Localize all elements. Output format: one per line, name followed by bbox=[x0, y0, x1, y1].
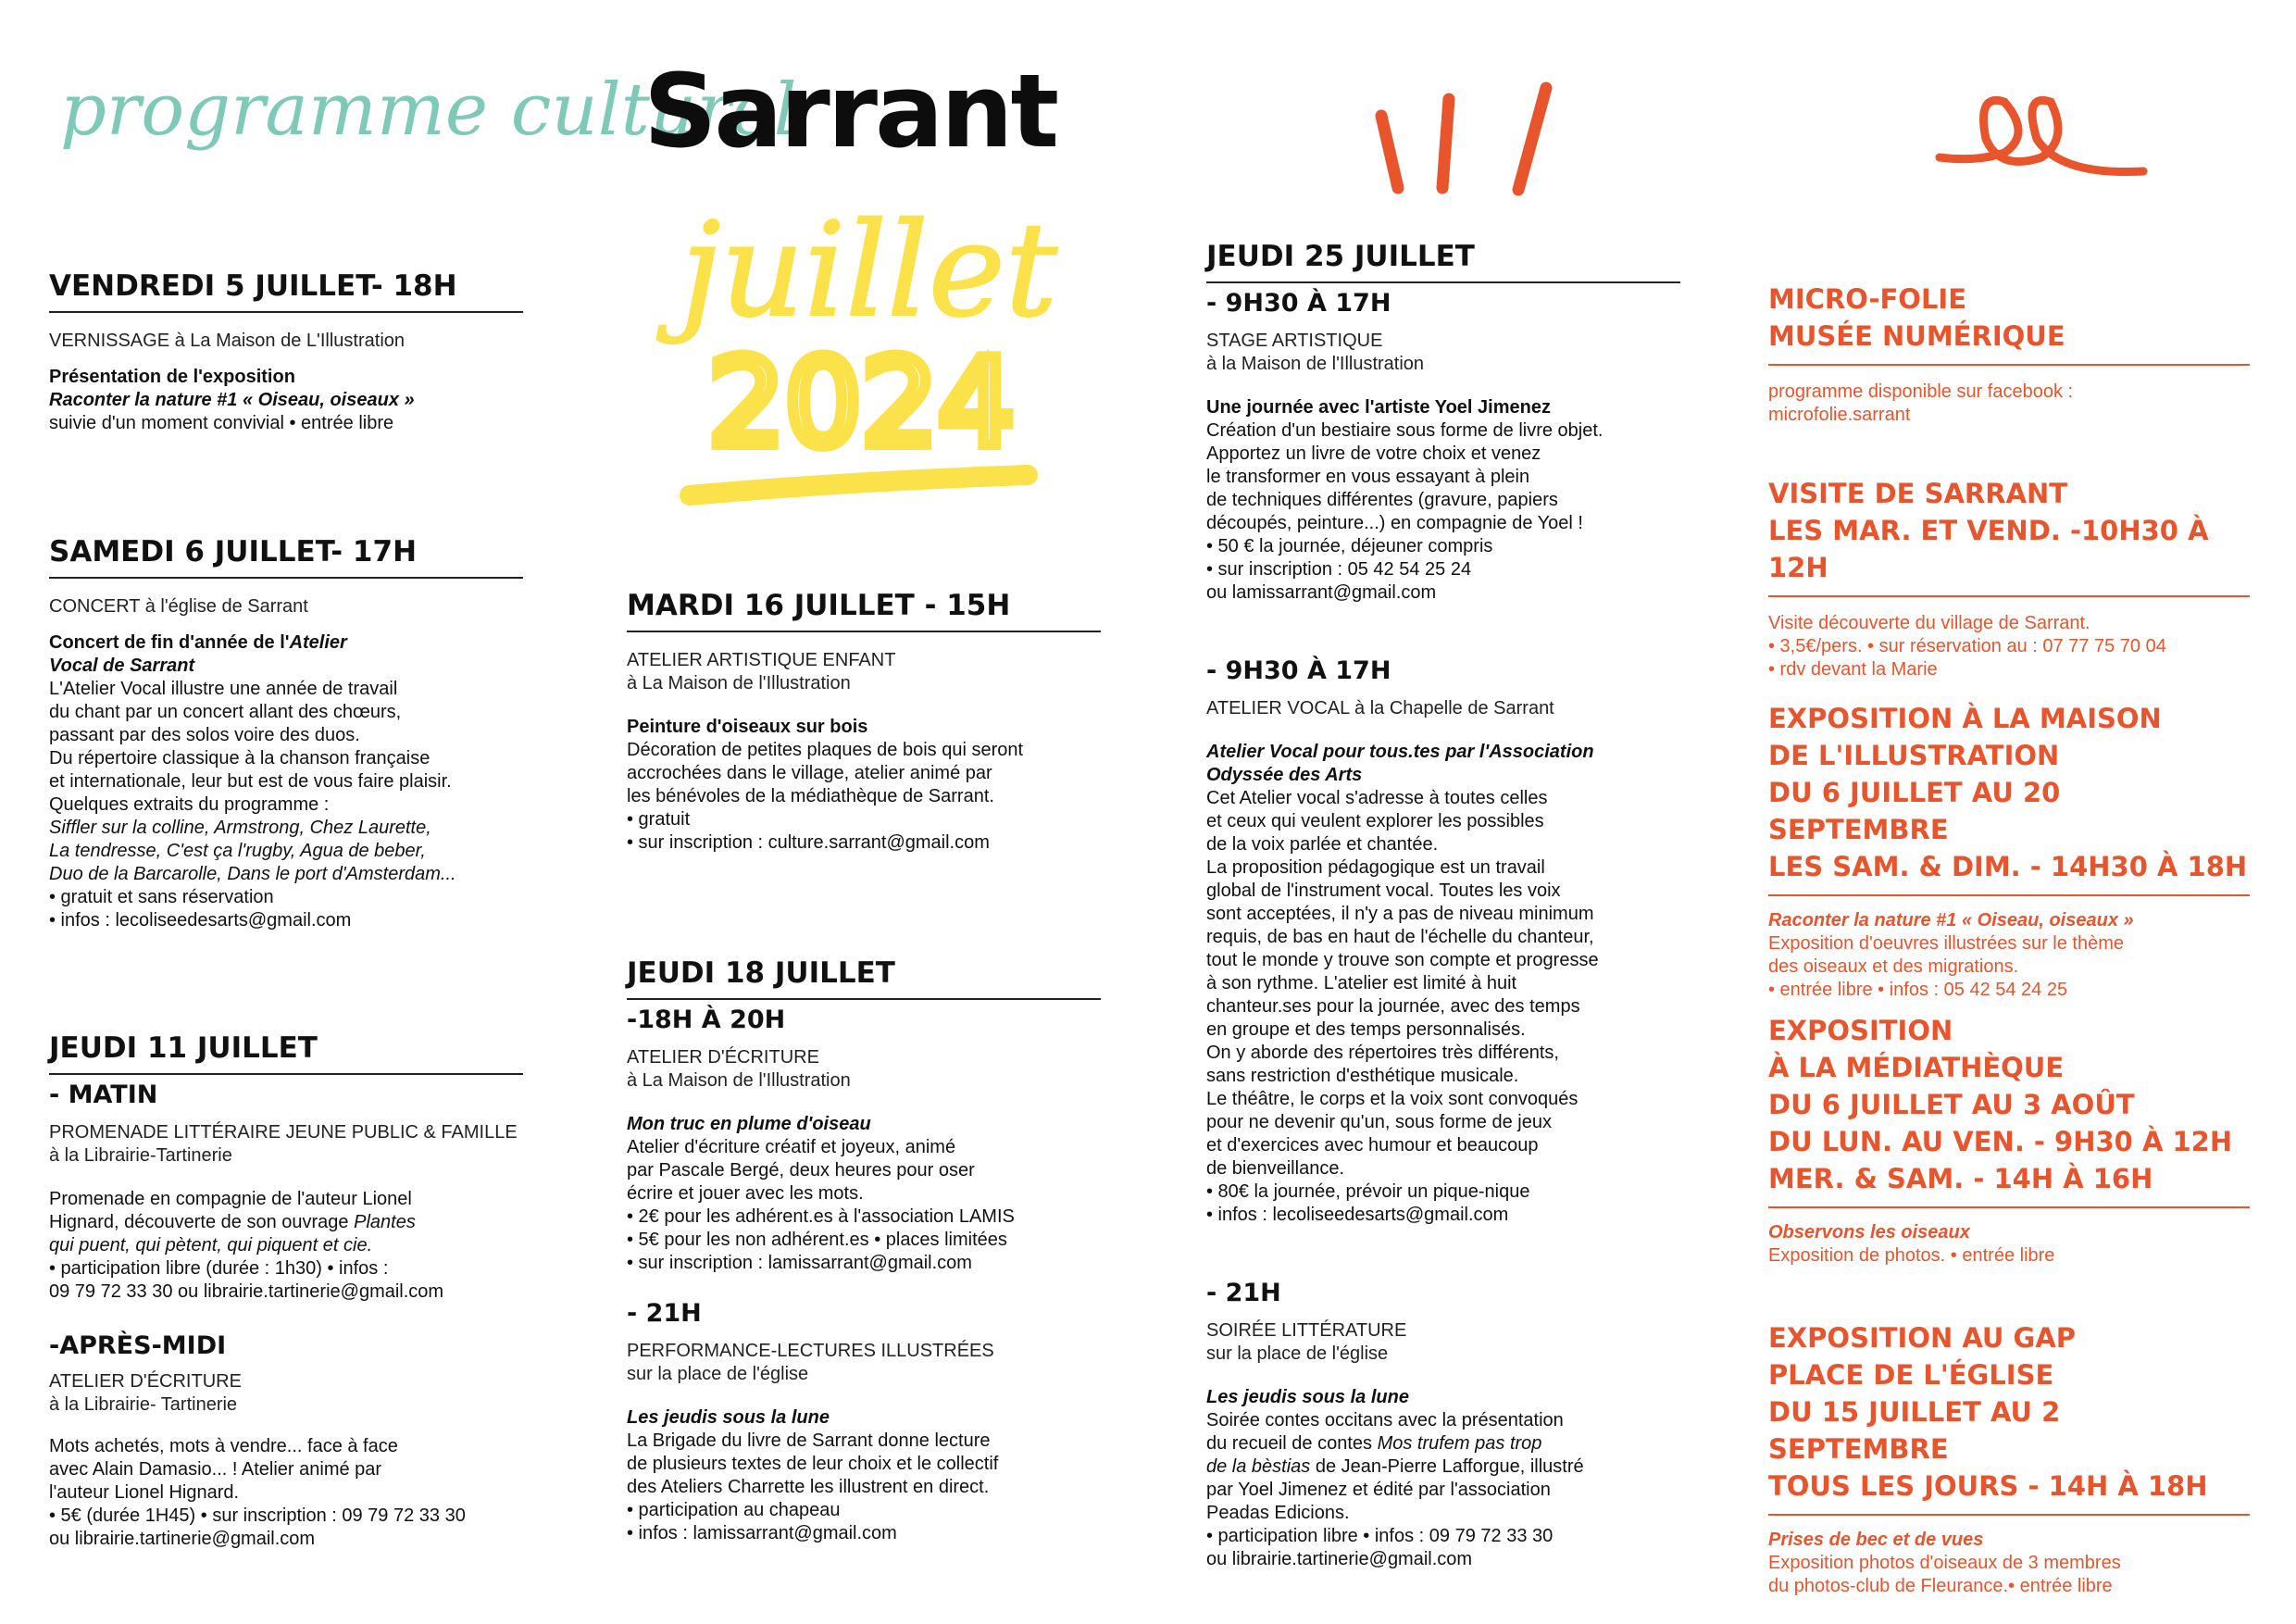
sparkle-strokes-icon bbox=[1361, 79, 1574, 199]
info-subtitle: Prises de bec et de vues bbox=[1768, 1530, 1984, 1550]
event-heading: JEUDI 18 JUILLET bbox=[627, 956, 1101, 1000]
info-heading: EXPOSITION À LA MÉDIATHÈQUE DU 6 JUILLET AU 3 AOÛT DU LUN. AU VEN. - 9H30 À 12H MER. & SAM. - 14H À 16H bbox=[1768, 1012, 2250, 1208]
event-title-italic: Raconter la nature #1 « Oiseau, oiseaux » bbox=[49, 390, 415, 410]
event-heading: VENDREDI 5 JUILLET- 18H bbox=[49, 269, 523, 313]
event-heading: SAMEDI 6 JUILLET- 17H bbox=[49, 534, 523, 579]
info-expo-maison-illustration bbox=[1768, 700, 2250, 1002]
event-time: -APRÈS-MIDI bbox=[49, 1331, 227, 1360]
info-text: Exposition de photos. • entrée libre bbox=[1768, 1245, 2055, 1266]
event-heading: JEUDI 11 JUILLET bbox=[49, 1031, 523, 1075]
event-info: • gratuit et sans réservation • infos : lecoliseedesarts@gmail.com bbox=[49, 887, 352, 931]
event-category: ATELIER D'ÉCRITURE bbox=[627, 1047, 819, 1068]
event-text: Cet Atelier vocal s'adresse à toutes celles et ceux qui veulent explorer les possibles de la voix parlée et chantée. La proposition pédagogique est un travail global de l'instrument vocal. Toutes les voix sont acceptées, il n'y a pas de niveau minimum requis, de bas en haut de l'échelle du chanteur, tout le monde y trouve son compte et progresse à son rythme. L'atelier est limité à huit chanteur.ses pour la journée, avec des temps en groupe et des temps personnalisés. On y aborde des répertoires très différents, sans restriction d'esthétique musicale. Le théâtre, le corps et la voix sont convoqués pour ne devenir qu'un, sous forme de jeux et d'exercices avec humour et beaucoup de bienveillance. • 80€ la journée, prévoir un pique-nique • infos : lecoliseedesarts@gmail.com bbox=[1206, 788, 1599, 1225]
event-jeudi-11 bbox=[49, 1031, 523, 1551]
info-subtitle: Observons les oiseaux bbox=[1768, 1222, 1970, 1243]
info-subtitle: Raconter la nature #1 « Oiseau, oiseaux » bbox=[1768, 910, 2134, 931]
event-subtitle: Peinture d'oiseaux sur bois bbox=[627, 717, 868, 737]
event-time: - MATIN bbox=[49, 1081, 158, 1109]
info-text: programme disponible sur facebook : microfolie.sarrant bbox=[1768, 381, 2074, 425]
event-category: ATELIER ARTISTIQUE ENFANT bbox=[627, 650, 896, 670]
svg-text:programme culturel: programme culturel bbox=[60, 69, 797, 152]
info-heading: VISITE DE SARRANT LES MAR. ET VEND. -10H30 À 12H bbox=[1768, 475, 2250, 597]
event-text: Soirée contes occitans avec la présentation du recueil de contes Mos trufem pas trop de la bèstias de Jean-Pierre Lafforgue, illustré par Yoel Jimenez et édité par l'association Peadas Edicions. • participation libre • infos : 09 79 72 33 30 ou librairie.tartinerie@gmail.com bbox=[1206, 1410, 1584, 1569]
info-text: Exposition d'oeuvres illustrées sur le thème des oiseaux et des migrations. • entrée libre • infos : 05 42 54 24 25 bbox=[1768, 933, 2125, 1000]
event-subtitle: Présentation de l'exposition bbox=[49, 367, 295, 387]
juillet-2024-lettering bbox=[662, 195, 1058, 523]
event-program-extracts: Siffler sur la colline, Armstrong, Chez Laurette, La tendresse, C'est ça l'rugby, Agua de beber, Duo de la Barcarolle, Dans le port d'Amsterdam... bbox=[49, 818, 456, 884]
event-heading: MARDI 16 JUILLET - 15H bbox=[627, 588, 1101, 632]
event-category: CONCERT à l'église de Sarrant bbox=[49, 596, 308, 617]
info-heading: EXPOSITION À LA MAISON DE L'ILLUSTRATION DU 6 JUILLET AU 20 SEPTEMBRE LES SAM. & DIM. - 14H30 À 18H bbox=[1768, 700, 2250, 896]
event-place: à La Maison de l'Illustration bbox=[627, 673, 851, 693]
event-subtitle: Une journée avec l'artiste Yoel Jimenez bbox=[1206, 397, 1551, 418]
info-visite bbox=[1768, 475, 2250, 681]
bird-loops-icon bbox=[1930, 83, 2152, 185]
info-text: Visite découverte du village de Sarrant. • 3,5€/pers. • sur réservation au : 07 77 75 70 04 • rdv devant la Marie bbox=[1768, 613, 2166, 680]
event-place: à la Librairie-Tartinerie bbox=[49, 1145, 232, 1166]
event-text: La Brigade du livre de Sarrant donne lecture de plusieurs textes de leur choix et le collectif des Ateliers Charrette les illustrent en direct. • participation au chapeau • infos : lamissarrant@gmail.com bbox=[627, 1430, 999, 1543]
event-text: Atelier d'écriture créatif et joyeux, animé par Pascale Bergé, deux heures pour oser écrire et jouer avec les mots. • 2€ pour les adhérent.es à l'association LAMIS • 5€ pour les non adhérent.es • places limitées • sur inscription : lamissarrant@gmail.com bbox=[627, 1137, 1015, 1273]
info-heading: MICRO-FOLIE MUSÉE NUMÉRIQUE bbox=[1768, 281, 2250, 366]
event-place: à La Maison de l'Illustration bbox=[627, 1070, 851, 1091]
event-category: SOIRÉE LITTÉRATURE bbox=[1206, 1320, 1407, 1341]
event-time: - 21H bbox=[1206, 1279, 1281, 1307]
event-place: à la Librairie- Tartinerie bbox=[49, 1394, 238, 1415]
info-expo-mediatheque bbox=[1768, 1012, 2250, 1268]
info-expo-gap bbox=[1768, 1319, 2250, 1598]
column-4 bbox=[1768, 281, 2250, 1596]
event-mardi-16 bbox=[627, 588, 1101, 855]
event-place: sur la place de l'église bbox=[627, 1364, 809, 1384]
event-subtitle: Les jeudis sous la lune bbox=[1206, 1387, 1409, 1407]
column-1 bbox=[49, 269, 523, 1549]
yellow-brush-underline bbox=[690, 475, 1028, 495]
event-text: Création d'un bestiaire sous forme de livre objet. Apportez un livre de votre choix et venez le transformer en vous essayant à plein de techniques différentes (gravure, papiers découpés, peinture...) en compagnie de Yoel ! • 50 € la journée, déjeuner compris • sur inscription : 05 42 54 25 24 ou lamissarrant@gmail.com bbox=[1206, 420, 1603, 603]
event-time: - 9H30 À 17H bbox=[1206, 289, 1391, 318]
event-category: ATELIER D'ÉCRITURE bbox=[49, 1371, 242, 1392]
event-vendredi-5 bbox=[49, 269, 523, 435]
page-title: Sarrant bbox=[643, 52, 1057, 170]
event-heading: JEUDI 25 JUILLET bbox=[1206, 239, 1680, 283]
event-time: -18H À 20H bbox=[627, 1006, 786, 1034]
svg-text:juillet: juillet bbox=[680, 195, 1058, 346]
column-2 bbox=[627, 588, 1101, 1543]
event-category: VERNISSAGE à La Maison de L'Illustration bbox=[49, 331, 406, 351]
event-text: L'Atelier Vocal illustre une année de travail du chant par un concert allant des chœurs, passant par des solos voire des duos. Du répertoire classique à la chanson française et internationale, leur but est de vous faire plaisir. Quelques extraits du programme : bbox=[49, 679, 452, 815]
event-category: ATELIER VOCAL à la Chapelle de Sarrant bbox=[1206, 698, 1554, 718]
event-text: suivie d'un moment convivial • entrée libre bbox=[49, 413, 394, 433]
event-subtitle: Les jeudis sous la lune bbox=[627, 1407, 830, 1428]
svg-text:2024: 2024 bbox=[708, 332, 1015, 473]
event-subtitle: Atelier Vocal pour tous.tes par l'Association Odyssée des Arts bbox=[1206, 742, 1594, 785]
event-text: Décoration de petites plaques de bois qui seront accrochées dans le village, atelier animé par les bénévoles de la médiathèque de Sarrant. • gratuit • sur inscription : culture.sarrant@gmail.com bbox=[627, 740, 1024, 853]
event-category: STAGE ARTISTIQUE bbox=[1206, 331, 1383, 351]
event-subtitle: Mon truc en plume d'oiseau bbox=[627, 1114, 871, 1134]
programme-culturel-lettering bbox=[51, 65, 797, 222]
event-place: sur la place de l'église bbox=[1206, 1343, 1389, 1364]
event-samedi-6 bbox=[49, 534, 523, 932]
event-category: PROMENADE LITTÉRAIRE JEUNE PUBLIC & FAMILLE bbox=[49, 1122, 518, 1143]
event-subtitle: Concert de fin d'année de l'Atelier Vocal de Sarrant bbox=[49, 632, 347, 676]
info-text: Exposition photos d'oiseaux de 3 membres du photos-club de Fleurance.• entrée libre bbox=[1768, 1553, 2121, 1596]
event-time: - 21H bbox=[627, 1299, 702, 1328]
event-text: Promenade en compagnie de l'auteur Lionel Hignard, découverte de son ouvrage Plantes qui puent, qui pètent, qui piquent et cie. • participation libre (durée : 1h30) • infos : 09 79 72 33 30 ou librairie.tartinerie@gmail.com bbox=[49, 1189, 444, 1302]
event-text: Mots achetés, mots à vendre... face à face avec Alain Damasio... ! Atelier animé par l'auteur Lionel Hignard. • 5€ (durée 1H45) • sur inscription : 09 79 72 33 30 ou librairie.tartinerie@gmail.com bbox=[49, 1436, 466, 1549]
event-place: à la Maison de l'Illustration bbox=[1206, 354, 1425, 374]
event-jeudi-18 bbox=[627, 956, 1101, 1545]
event-category: PERFORMANCE-LECTURES ILLUSTRÉES bbox=[627, 1341, 994, 1361]
info-heading: EXPOSITION AU GAP PLACE DE L'ÉGLISE DU 15 JUILLET AU 2 SEPTEMBRE TOUS LES JOURS - 14H À 18H bbox=[1768, 1319, 2250, 1516]
event-time: - 9H30 À 17H bbox=[1206, 656, 1391, 685]
info-micro-folie bbox=[1768, 281, 2250, 427]
column-3 bbox=[1206, 239, 1680, 1571]
